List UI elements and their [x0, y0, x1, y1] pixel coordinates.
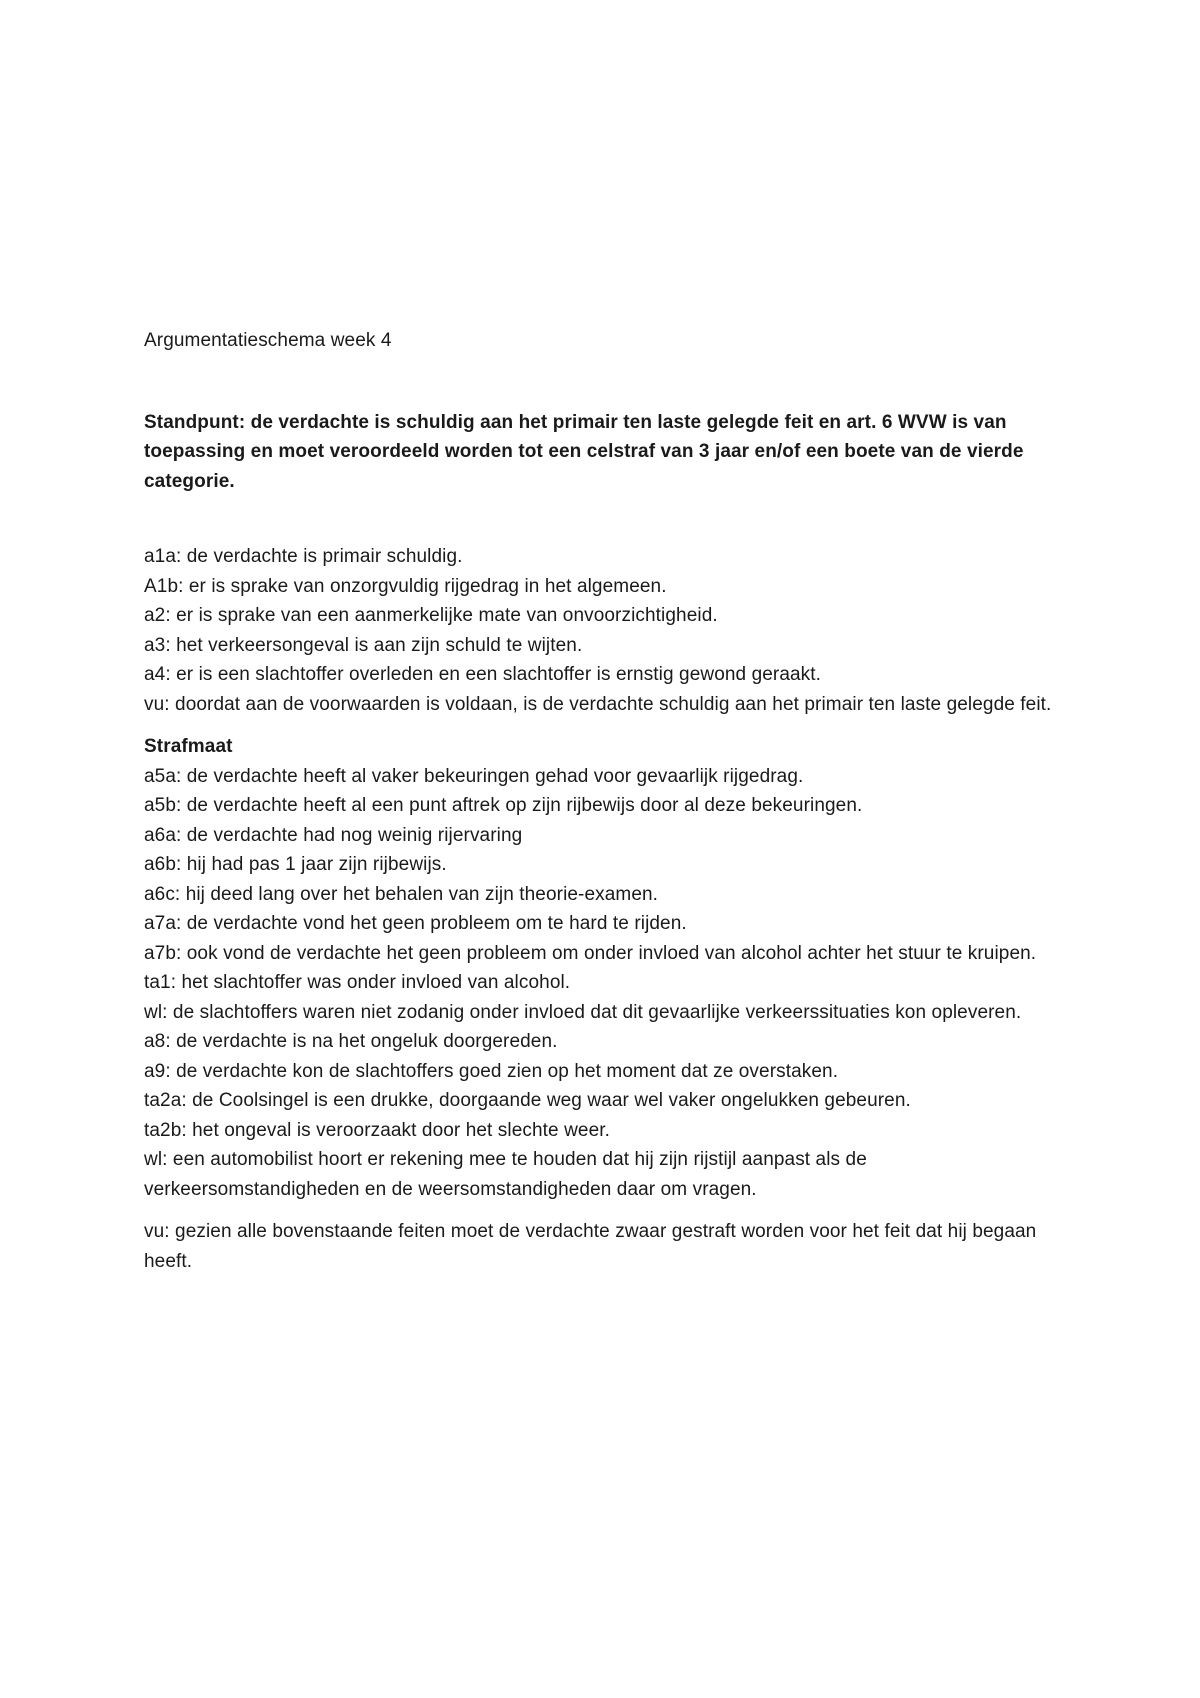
- argument-a6c: a6c: hij deed lang over het behalen van zijn theorie-examen.: [144, 883, 659, 905]
- sentencing-argument-list: [144, 762, 1054, 1205]
- argument-a1b: A1b: er is sprake van onzorgvuldig rijgedrag in het algemeen.: [144, 575, 667, 597]
- standpoint-paragraph: Standpunt: de verdachte is schuldig aan het primair ten laste gelegde feit en art. 6 WVW is van toepassing en moet veroordeeld worden tot een celstraf van 3 jaar en/of een boete van de vierde categorie.: [144, 411, 1024, 492]
- argument-a6b: a6b: hij had pas 1 jaar zijn rijbewijs.: [144, 854, 447, 875]
- argument-ta2a: ta2a: de Coolsingel is een drukke, doorgaande weg waar wel vaker ongelukken gebeuren.: [144, 1090, 911, 1111]
- argument-ta1: ta1: het slachtoffer was onder invloed van alcohol.: [144, 972, 571, 993]
- sentencing-heading: Strafmaat: [144, 736, 233, 757]
- argument-a7a: a7a: de verdachte vond het geen probleem om te hard te rijden.: [144, 913, 687, 934]
- document-body: [144, 326, 1054, 1295]
- guilt-argument-list: [144, 542, 1054, 719]
- argument-a7b: a7b: ook vond de verdachte het geen probleem om onder invloed van alcohol achter het stuur te kruipen.: [144, 942, 1037, 964]
- argument-ta2b: ta2b: het ongeval is veroorzaakt door het slechte weer.: [144, 1119, 610, 1141]
- argument-a6a: a6a: de verdachte had nog weinig rijervaring: [144, 824, 523, 846]
- argument-a2: a2: er is sprake van een aanmerkelijke mate van onvoorzichtigheid.: [144, 605, 718, 626]
- argument-a5a: a5a: de verdachte heeft al vaker bekeuringen gehad voor gevaarlijk rijgedrag.: [144, 765, 804, 787]
- argument-a9: a9: de verdachte kon de slachtoffers goed zien op het moment dat ze overstaken.: [144, 1060, 839, 1082]
- document-title: Argumentatieschema week 4: [144, 330, 392, 351]
- argument-a3: a3: het verkeersongeval is aan zijn schuld te wijten.: [144, 634, 583, 656]
- argument-a4: a4: er is een slachtoffer overleden en een slachtoffer is ernstig gewond geraakt.: [144, 664, 822, 685]
- argument-a5b: a5b: de verdachte heeft al een punt aftrek op zijn rijbewijs door al deze bekeuringen.: [144, 795, 863, 816]
- argument-a8: a8: de verdachte is na het ongeluk doorgereden.: [144, 1031, 558, 1052]
- argument-a1a: a1a: de verdachte is primair schuldig.: [144, 546, 463, 567]
- argument-vu-guilt: vu: doordat aan de voorwaarden is voldaan, is de verdachte schuldig aan het primair ten laste gelegde feit.: [144, 693, 1052, 715]
- argument-wl-1: wl: de slachtoffers waren niet zodanig onder invloed dat dit gevaarlijke verkeerssituaties kon opleveren.: [144, 1001, 1022, 1023]
- conclusion-paragraph: vu: gezien alle bovenstaande feiten moet de verdachte zwaar gestraft worden voor het feit dat hij begaan heeft.: [144, 1221, 1037, 1272]
- argument-wl-2: wl: een automobilist hoort er rekening mee te houden dat hij zijn rijstijl aanpast als de verkeersomstandigheden en de weersomstandigheden daar om vragen.: [144, 1149, 867, 1200]
